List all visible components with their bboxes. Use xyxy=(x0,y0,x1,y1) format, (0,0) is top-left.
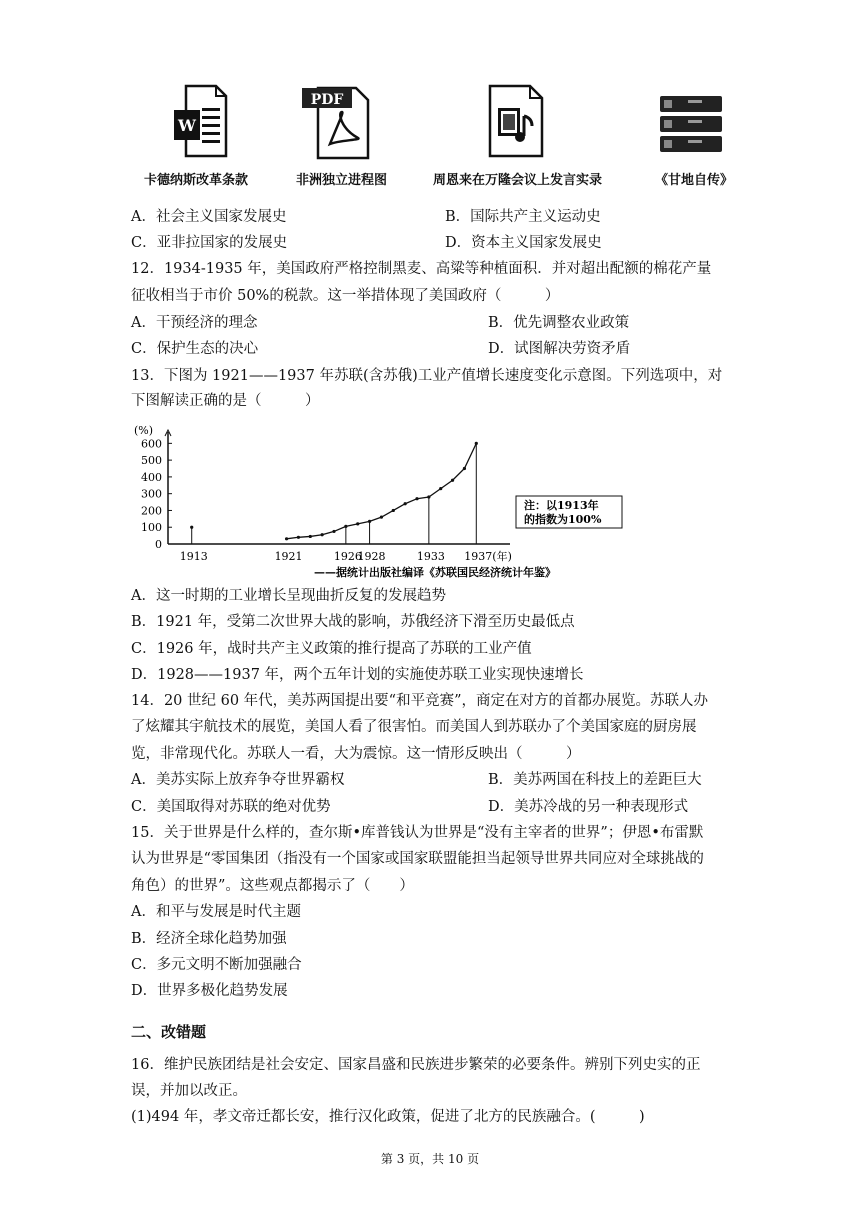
data-point xyxy=(356,522,359,525)
data-point xyxy=(297,536,300,539)
question-text: 角色）的世界”。这些观点都揭示了（ ） xyxy=(131,878,414,894)
y-tick-label: 200 xyxy=(141,504,162,518)
data-point xyxy=(451,479,454,482)
file-caption: 《甘地自传》 xyxy=(655,173,734,188)
x-tick-label: 1933 xyxy=(416,550,445,563)
svg-text:W: W xyxy=(178,116,196,135)
data-point xyxy=(344,525,347,528)
y-tick-label: 100 xyxy=(141,521,162,535)
option-a: A．社会主义国家发展史 xyxy=(131,209,287,225)
x-tick-label: 1928 xyxy=(357,550,386,563)
option-b: B．美苏两国在科技上的差距巨大 xyxy=(488,772,702,788)
question-text: (1)494 年，孝文帝迁都长安，推行汉化政策，促进了北方的民族融合。( ) xyxy=(131,1109,645,1125)
data-point xyxy=(439,487,442,490)
data-point xyxy=(475,442,478,445)
file-caption: 卡德纳斯改革条款 xyxy=(144,173,249,188)
question-text: 14．20 世纪 60 年代，美苏两国提出要“和平竞赛”，商定在对方的首都办展览。苏联人办 xyxy=(131,693,709,709)
books-icon xyxy=(658,94,724,156)
series-line xyxy=(287,443,477,538)
option-c: C．1926 年，战时共产主义政策的推行提高了苏联的工业产值 xyxy=(131,641,532,657)
option-c: C．保护生态的决心 xyxy=(131,341,259,357)
chart-note: 的指数为100% xyxy=(524,513,602,526)
data-point xyxy=(404,502,407,505)
question-text: 16．维护民族团结是社会安定、国家昌盛和民族进步繁荣的必要条件。辨别下列史实的正 xyxy=(131,1057,701,1073)
y-axis-unit: (%) xyxy=(134,424,154,437)
data-point xyxy=(309,535,312,538)
growth-chart xyxy=(128,420,628,580)
y-tick-label: 500 xyxy=(141,454,162,468)
file-caption: 非洲独立进程图 xyxy=(296,173,388,188)
section-heading: 二、改错题 xyxy=(131,1023,207,1041)
word-document-icon xyxy=(172,84,228,158)
x-tick-label: 1921 xyxy=(274,550,303,563)
option-d: D．美苏冷战的另一种表现形式 xyxy=(488,799,689,815)
option-c: C．多元文明不断加强融合 xyxy=(131,957,302,973)
question-text: 了炫耀其宇航技术的展览，美国人看了很害怕。而美国人到苏联办了个美国家庭的厨房展 xyxy=(131,719,697,735)
data-point xyxy=(321,533,324,536)
option-d: D．1928——1937 年，两个五年计划的实施使苏联工业实现快速增长 xyxy=(131,667,584,683)
data-point xyxy=(415,497,418,500)
option-d: D．资本主义国家发展史 xyxy=(445,235,602,251)
x-tick-label: 1913 xyxy=(179,550,208,563)
data-point xyxy=(392,509,395,512)
file-caption: 周恩来在万隆会议上发言实录 xyxy=(433,173,603,188)
chart-source: ——据统计出版社编译《苏联国民经济统计年鉴》 xyxy=(314,566,556,579)
x-tick-label: 1926 xyxy=(333,550,362,563)
pdf-document-icon xyxy=(300,84,376,160)
chart-note: 注：以1913年 xyxy=(524,499,599,512)
x-tick-label: 1937(年) xyxy=(464,550,512,563)
option-d: D．世界多极化趋势发展 xyxy=(131,983,288,999)
option-a: A．美苏实际上放弃争夺世界霸权 xyxy=(131,772,345,788)
question-text: 12．1934-1935 年，美国政府严格控制黑麦、高粱等种植面积．并对超出配额的棉花产量 xyxy=(131,261,712,277)
data-point xyxy=(332,530,335,533)
y-tick-label: 400 xyxy=(141,470,162,484)
option-b: B．优先调整农业政策 xyxy=(488,315,630,331)
question-text: 认为世界是“零国集团（指没有一个国家或国家联盟能担当起领导世界共同应对全球挑战的 xyxy=(131,851,704,867)
data-point xyxy=(380,516,383,519)
y-tick-label: 0 xyxy=(155,538,162,551)
option-a: A．干预经济的理念 xyxy=(131,315,258,331)
question-text: 13．下图为 1921——1937 年苏联(含苏俄)工业产值增长速度变化示意图。下列选项中，对 xyxy=(131,368,723,384)
svg-text:PDF: PDF xyxy=(310,92,344,108)
option-c: C．美国取得对苏联的绝对优势 xyxy=(131,799,331,815)
data-point xyxy=(368,520,371,523)
option-b: B．经济全球化趋势加强 xyxy=(131,931,287,947)
y-tick-label: 600 xyxy=(141,437,162,451)
question-text: 征收相当于市价 50%的税款。这一举措体现了美国政府（ ） xyxy=(131,288,560,304)
data-point xyxy=(285,537,288,540)
question-text: 下图解读正确的是（ ） xyxy=(131,393,320,409)
option-b: B．国际共产主义运动史 xyxy=(445,209,601,225)
data-point xyxy=(463,467,466,470)
y-tick-label: 300 xyxy=(141,487,162,501)
option-b: B．1921 年，受第二次世界大战的影响，苏俄经济下滑至历史最低点 xyxy=(131,614,575,630)
audio-document-icon xyxy=(486,84,546,158)
option-c: C．亚非拉国家的发展史 xyxy=(131,235,288,251)
data-point xyxy=(427,495,430,498)
data-point xyxy=(190,526,193,529)
question-text: 误，并加以改正。 xyxy=(131,1083,247,1099)
page-footer: 第 3 页，共 10 页 xyxy=(380,1152,480,1166)
option-a: A．这一时期的工业增长呈现曲折反复的发展趋势 xyxy=(131,588,446,604)
question-text: 览，非常现代化。苏联人一看，大为震惊。这一情形反映出（ ） xyxy=(131,746,581,762)
option-d: D．试图解决劳资矛盾 xyxy=(488,341,631,357)
option-a: A．和平与发展是时代主题 xyxy=(131,904,301,920)
question-text: 15．关于世界是什么样的，查尔斯•库普钱认为世界是“没有主宰者的世界”；伊恩•布雷默 xyxy=(131,825,704,841)
